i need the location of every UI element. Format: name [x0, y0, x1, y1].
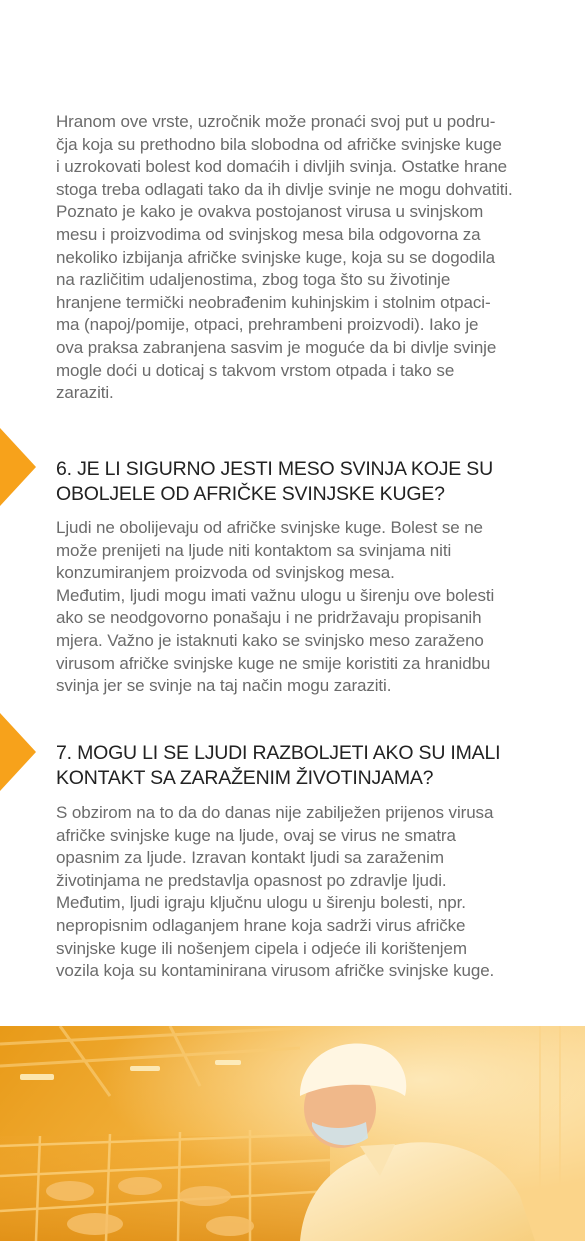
text-line: vozila koja su kontaminirana virusom afričke svinjske kuge.: [56, 961, 495, 981]
text-line: Ljudi ne obolijevaju od afričke svinjske kuge. Bolest se ne: [56, 518, 483, 537]
text-line: mesu i proizvodima od svinjskog mesa bila odgovorna za: [56, 224, 481, 244]
section-6-body: [56, 517, 556, 698]
text-line: ma (napoj/pomije, otpaci, prehrambeni proizvodi). Iako je: [56, 315, 479, 335]
text-line: mogle doći u doticaj s takvom vrstom otpada i tako se: [56, 360, 455, 380]
heading-line: KONTAKT SA ZARAŽENIM ŽIVOTINJAMA?: [56, 767, 434, 789]
farm-worker-photo: [0, 1026, 585, 1241]
text-line: Poznato je kako je ovakva postojanost virusa u svinjskom: [56, 202, 484, 222]
text-line: svinja jer se svinje na taj način mogu zaraziti.: [56, 676, 392, 696]
text-line: i uzrokovati bolest kod domaćih i divljih svinja. Ostatke hrane: [56, 157, 508, 177]
text-line: virusom afričke svinjske kuge ne smije koristiti za hranidbu: [56, 653, 491, 673]
text-line: konzumiranjem proizvoda od svinjskog mesa.: [56, 563, 395, 583]
heading-line: 7. MOGU LI SE LJUDI RAZBOLJETI AKO SU IMALI: [56, 742, 501, 764]
text-line: na različitim udaljenostima, zbog toga što su životinje: [56, 270, 451, 290]
text-line: Hranom ove vrste, uzročnik može pronaći svoj put u podru-: [56, 112, 496, 131]
text-line: životinjama ne predstavlja opasnost po zdravlje ljudi.: [56, 870, 447, 890]
text-line: čja koja su prethodno bila slobodna od afričke svinjske kuge: [56, 134, 502, 154]
text-line: opasnim za ljude. Izravan kontakt ljudi sa zaraženim: [56, 848, 444, 868]
text-line: S obzirom na to da do danas nije zabilježen prijenos virusa: [56, 803, 494, 822]
section-7-heading: [56, 741, 566, 791]
text-line: afričke svinjske kuge na ljude, ovaj se virus ne smatra: [56, 825, 456, 845]
intro-paragraph: [56, 111, 556, 405]
text-line: zaraziti.: [56, 383, 114, 403]
section-6-heading: [56, 457, 566, 507]
text-line: nepropisnim odlaganjem hrane koja sadrži virus afričke: [56, 915, 466, 935]
heading-line: 6. JE LI SIGURNO JESTI MESO SVINJA KOJE SU: [56, 458, 493, 480]
text-line: ako se neodgovorno ponašaju i ne pridržavaju propisanih: [56, 608, 482, 628]
section-marker-arrow: [0, 713, 36, 791]
text-line: hranjene termički neobrađenim kuhinjskim i stolnim otpaci-: [56, 292, 491, 312]
text-line: ova praksa zabranjena sasvim je moguće da bi divlje svinje: [56, 337, 497, 357]
heading-line: OBOLJELE OD AFRIČKE SVINJSKE KUGE?: [56, 483, 445, 505]
text-line: Međutim, ljudi mogu imati važnu ulogu u širenju ove bolesti: [56, 585, 495, 605]
text-line: nekoliko izbijanja afričke svinjske kuge, koja su se dogodila: [56, 247, 495, 267]
text-line: Međutim, ljudi igraju ključnu ulogu u širenju bolesti, npr.: [56, 893, 466, 913]
text-line: mjera. Važno je istaknuti kako se svinjsko meso zaraženo: [56, 630, 484, 650]
text-line: svinjske kuge ili nošenjem cipela i odjeće ili korištenjem: [56, 938, 467, 958]
section-7-body: [56, 802, 556, 983]
text-line: može prenijeti na ljude niti kontaktom sa svinjama niti: [56, 540, 452, 560]
text-line: stoga treba odlagati tako da ih divlje svinje ne mogu dohvatiti.: [56, 179, 513, 199]
section-marker-arrow: [0, 428, 36, 506]
